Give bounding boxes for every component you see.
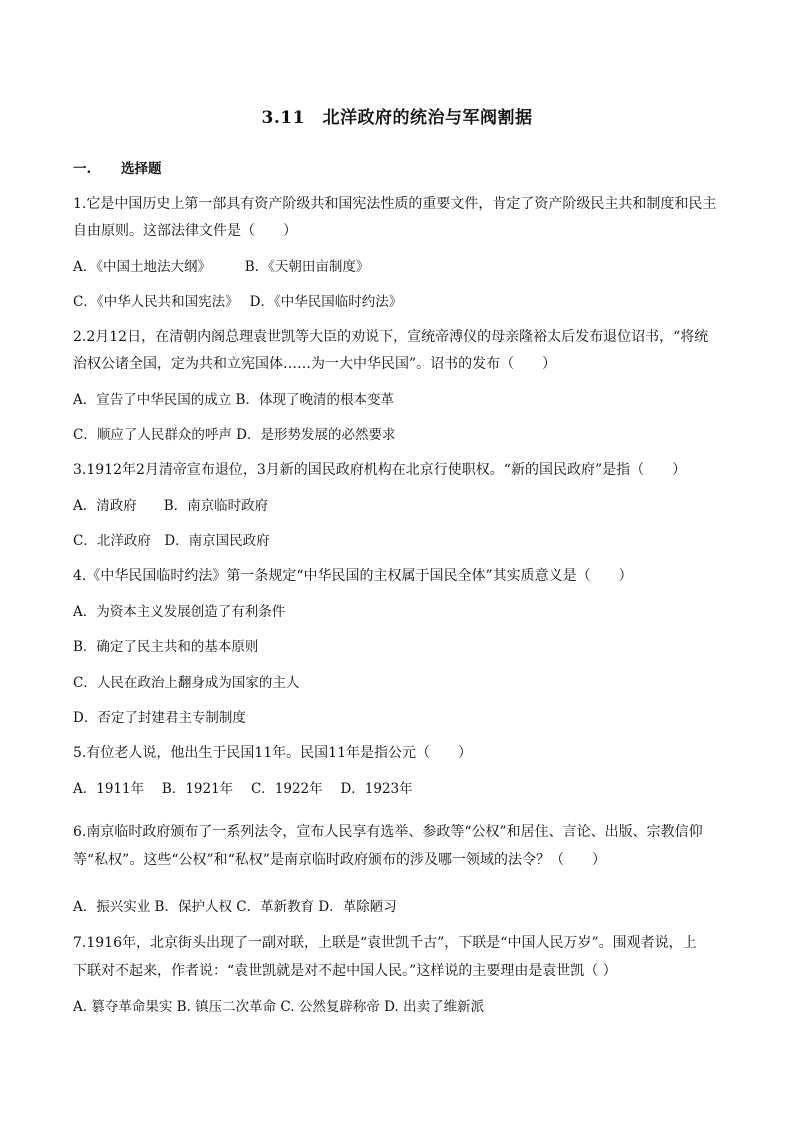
question-2-text-line-1: 2.2月12日，在清朝内阁总理袁世凯等大臣的劝说下，宣统帝溥仪的母亲隆裕太后发布退位诏书，“将统: [73, 329, 709, 345]
question-7-text-line-2: 下联对不起来，作者说：“袁世凯就是对不起中国人民。”这样说的主要理由是袁世凯（ ）: [73, 963, 617, 979]
document-title: 3.11 北洋政府的统治与军阀割据: [261, 108, 533, 128]
question-2-text-line-2: 治权公诸全国，定为共和立宪国体……为一大中华民国”。诏书的发布（ ）: [73, 356, 557, 372]
question-4-option-b: B．确定了民主共和的基本原则: [73, 639, 259, 655]
question-7-options: A. 篡夺革命果实 B. 镇压二次革命 C. 公然复辟称帝 D. 出卖了维新派: [73, 999, 485, 1015]
question-4-option-d: D．否定了封建君主专制制度: [73, 710, 246, 726]
question-1-options-ab: A．《中国土地法大纲》 B．《天朝田亩制度》: [73, 259, 370, 275]
question-6-options: A．振兴实业 B．保护人权 C．革新教育 D．革除陋习: [73, 899, 397, 915]
question-3-options-ab: A．清政府 B．南京临时政府: [73, 498, 269, 514]
question-3-options-cd: C．北洋政府 D．南京国民政府: [73, 533, 270, 549]
question-6-text-line-1: 6.南京临时政府颁布了一系列法令，宣布人民享有选举、参政等“公权”和居住、言论、出版、宗教信仰: [73, 824, 703, 840]
question-4-text: 4.《中华民国临时约法》第一条规定“中华民国的主权属于国民全体”其实质意义是（ ）: [73, 568, 633, 584]
question-1-options-cd: C．《中华人民共和国宪法》 D．《中华民国临时约法》: [73, 294, 403, 310]
question-3-text: 3.1912年2月清帝宣布退位，3月新的国民政府机构在北京行使职权。“新的国民政府”是指（ ）: [73, 462, 687, 478]
section-label: 选择题: [121, 161, 162, 177]
question-6-text-line-2: 等“私权”。这些“公权”和“私权”是南京临时政府颁布的涉及哪一领域的法令？（ ）: [73, 852, 606, 868]
question-1-text-line-2: 自由原则。这部法律文件是（ ）: [73, 223, 297, 239]
section-number: 一.: [73, 161, 92, 177]
question-4-option-c: C．人民在政治上翻身成为国家的主人: [73, 675, 300, 691]
section-heading: [73, 157, 162, 177]
question-4-option-a: A．为资本主义发展创造了有利条件: [73, 604, 286, 620]
question-2-options-cd: C．顺应了人民群众的呼声 D．是形势发展的必然要求: [73, 427, 396, 443]
question-5-options: A．1911年 B．1921年 C．1922年 D．1923年: [73, 781, 413, 797]
question-1-text-line-1: 1.它是中国历史上第一部具有资产阶级共和国宪法性质的重要文件，肯定了资产阶级民主共和制度和民主: [73, 196, 717, 212]
question-5-text: 5.有位老人说，他出生于民国11年。民国11年是指公元（ ）: [73, 745, 472, 761]
question-7-text-line-1: 7.1916年，北京街头出现了一副对联，上联是“袁世凯千古”，下联是“中国人民万岁”。围观者说，上: [73, 935, 697, 951]
question-2-options-ab: A．宣告了中华民国的成立 B．体现了晚清的根本变革: [73, 392, 394, 408]
